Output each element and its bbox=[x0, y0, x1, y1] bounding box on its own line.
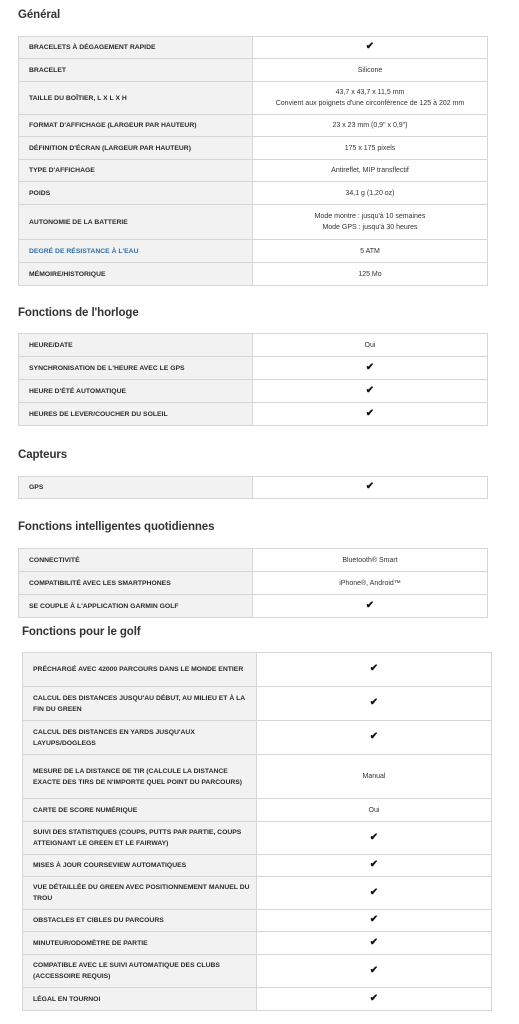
spec-label: POIDS bbox=[19, 182, 253, 205]
table-row bbox=[23, 822, 492, 855]
spec-value: Manual bbox=[257, 755, 492, 799]
table-row bbox=[23, 955, 492, 988]
spec-value bbox=[257, 910, 492, 932]
spec-label: FORMAT D'AFFICHAGE (LARGEUR PAR HAUTEUR) bbox=[19, 115, 253, 137]
table-row bbox=[23, 932, 492, 955]
spec-label-link[interactable]: DEGRÉ DE RÉSISTANCE À L'EAU bbox=[19, 240, 253, 263]
section-title-fonctions-intelligentes-quotidiennes: Fonctions intelligentes quotidiennes bbox=[18, 521, 215, 533]
table-row bbox=[19, 59, 488, 82]
table-row bbox=[19, 572, 488, 595]
checkmark-icon: ✔ bbox=[365, 41, 375, 52]
spec-value bbox=[253, 357, 488, 380]
checkmark-icon: ✔ bbox=[369, 731, 379, 742]
spec-value bbox=[253, 380, 488, 403]
spec-label: SYNCHRONISATION DE L'HEURE AVEC LE GPS bbox=[19, 357, 253, 380]
spec-label: MESURE DE LA DISTANCE DE TIR (CALCULE LA DISTANCE EXACTE DES TIRS DE N'IMPORTE QUEL POINT DU PARCOURS) bbox=[23, 755, 257, 799]
checkmark-icon: ✔ bbox=[369, 831, 379, 843]
checkmark-icon: ✔ bbox=[369, 964, 379, 976]
spec-value: 175 x 175 pixels bbox=[253, 137, 488, 160]
spec-label: SE COUPLE À L'APPLICATION GARMIN GOLF bbox=[19, 595, 253, 618]
spec-value bbox=[257, 932, 492, 955]
spec-value bbox=[257, 721, 492, 755]
checkmark-icon: ✔ bbox=[365, 599, 375, 611]
table-row bbox=[19, 240, 488, 263]
spec-label: TAILLE DU BOÎTIER, L X L X H bbox=[19, 82, 253, 115]
table-row bbox=[23, 721, 492, 755]
spec-label: LÉGAL EN TOURNOI bbox=[23, 988, 257, 1011]
spec-value: Bluetooth® Smart bbox=[253, 549, 488, 572]
spec-table-fonctions-de-l-horloge bbox=[18, 333, 488, 426]
spec-value bbox=[253, 37, 488, 59]
spec-table-fonctions-intelligentes-quotidiennes bbox=[18, 548, 488, 618]
spec-value: 125 Mo bbox=[253, 263, 488, 286]
table-row bbox=[19, 263, 488, 286]
table-row bbox=[23, 687, 492, 721]
spec-value: Antireflet, MIP transflectif bbox=[253, 160, 488, 182]
spec-value bbox=[253, 477, 488, 499]
spec-value: iPhone®, Android™ bbox=[253, 572, 488, 595]
spec-table-general bbox=[18, 36, 488, 286]
spec-label: CALCUL DES DISTANCES JUSQU'AU DÉBUT, AU MILIEU ET À LA FIN DU GREEN bbox=[23, 687, 257, 721]
spec-label: AUTONOMIE DE LA BATTERIE bbox=[19, 205, 253, 240]
checkmark-icon: ✔ bbox=[365, 361, 375, 373]
spec-table-capteurs bbox=[18, 476, 488, 499]
spec-label: COMPATIBILITÉ AVEC LES SMARTPHONES bbox=[19, 572, 253, 595]
spec-value bbox=[257, 687, 492, 721]
table-row bbox=[19, 160, 488, 182]
spec-value bbox=[257, 822, 492, 855]
section-title-fonctions-pour-le-golf: Fonctions pour le golf bbox=[22, 626, 141, 638]
checkmark-icon: ✔ bbox=[369, 859, 379, 870]
spec-label: MISES À JOUR COURSEVIEW AUTOMATIQUES bbox=[23, 855, 257, 877]
spec-value bbox=[257, 653, 492, 687]
spec-label: CARTE DE SCORE NUMÉRIQUE bbox=[23, 799, 257, 822]
spec-value-line: Mode montre : jusqu'à 10 semaines bbox=[314, 213, 426, 220]
table-row bbox=[23, 653, 492, 687]
spec-value: Silicone bbox=[253, 59, 488, 82]
spec-label: SUIVI DES STATISTIQUES (COUPS, PUTTS PAR PARTIE, COUPS ATTEIGNANT LE GREEN ET LE FAIRWAY) bbox=[23, 822, 257, 855]
spec-value bbox=[253, 82, 488, 115]
checkmark-icon: ✔ bbox=[365, 481, 375, 492]
table-row bbox=[19, 115, 488, 137]
spec-label: DÉFINITION D'ÉCRAN (LARGEUR PAR HAUTEUR) bbox=[19, 137, 253, 160]
table-row bbox=[23, 799, 492, 822]
spec-label: TYPE D'AFFICHAGE bbox=[19, 160, 253, 182]
checkmark-icon: ✔ bbox=[369, 936, 379, 948]
spec-value: Oui bbox=[257, 799, 492, 822]
spec-label: VUE DÉTAILLÉE DU GREEN AVEC POSITIONNEMENT MANUEL DU TROU bbox=[23, 877, 257, 910]
spec-value: Oui bbox=[253, 334, 488, 357]
table-row bbox=[23, 755, 492, 799]
spec-value bbox=[253, 595, 488, 618]
spec-label: MÉMOIRE/HISTORIQUE bbox=[19, 263, 253, 286]
spec-value bbox=[253, 205, 488, 240]
table-row bbox=[23, 855, 492, 877]
table-row bbox=[19, 82, 488, 115]
spec-label: COMPATIBLE AVEC LE SUIVI AUTOMATIQUE DES CLUBS (ACCESSOIRE REQUIS) bbox=[23, 955, 257, 988]
spec-label: CONNECTIVITÉ bbox=[19, 549, 253, 572]
checkmark-icon: ✔ bbox=[369, 697, 379, 708]
spec-table-fonctions-pour-le-golf bbox=[22, 652, 492, 1011]
spec-label: MINUTEUR/ODOMÈTRE DE PARTIE bbox=[23, 932, 257, 955]
spec-label: HEURE D'ÉTÉ AUTOMATIQUE bbox=[19, 380, 253, 403]
spec-label: BRACELETS À DÉGAGEMENT RAPIDE bbox=[19, 37, 253, 59]
section-title-general: Général bbox=[18, 9, 61, 21]
spec-label: GPS bbox=[19, 477, 253, 499]
spec-value: 5 ATM bbox=[253, 240, 488, 263]
table-row bbox=[19, 403, 488, 426]
table-row bbox=[19, 549, 488, 572]
spec-value bbox=[257, 855, 492, 877]
table-row bbox=[19, 477, 488, 499]
table-row bbox=[19, 334, 488, 357]
section-title-capteurs: Capteurs bbox=[18, 449, 68, 461]
spec-value bbox=[257, 988, 492, 1011]
spec-label: PRÉCHARGÉ AVEC 42000 PARCOURS DANS LE MONDE ENTIER bbox=[23, 653, 257, 687]
checkmark-icon: ✔ bbox=[365, 407, 375, 419]
table-row bbox=[19, 357, 488, 380]
spec-value: 34,1 g (1,20 oz) bbox=[253, 182, 488, 205]
table-row bbox=[23, 877, 492, 910]
spec-label: HEURE/DATE bbox=[19, 334, 253, 357]
spec-label: BRACELET bbox=[19, 59, 253, 82]
table-row bbox=[19, 595, 488, 618]
spec-label: CALCUL DES DISTANCES EN YARDS JUSQU'AUX LAYUPS/DOGLEGS bbox=[23, 721, 257, 755]
spec-value-line: 43,7 x 43,7 x 11,5 mm bbox=[335, 89, 405, 96]
checkmark-icon: ✔ bbox=[369, 992, 379, 1004]
spec-value-line: Mode GPS : jusqu'à 30 heures bbox=[322, 224, 418, 231]
table-row bbox=[19, 182, 488, 205]
table-row bbox=[19, 205, 488, 240]
checkmark-icon: ✔ bbox=[365, 384, 375, 396]
spec-value bbox=[253, 403, 488, 426]
spec-value: 23 x 23 mm (0,9" x 0,9") bbox=[253, 115, 488, 137]
spec-value-line: Convient aux poignets d'une circonférence de 125 à 202 mm bbox=[275, 100, 465, 107]
table-row bbox=[19, 380, 488, 403]
spec-value bbox=[257, 955, 492, 988]
checkmark-icon: ✔ bbox=[369, 886, 379, 898]
table-row bbox=[23, 988, 492, 1011]
table-row bbox=[19, 137, 488, 160]
table-row bbox=[23, 910, 492, 932]
spec-value bbox=[257, 877, 492, 910]
spec-label: OBSTACLES ET CIBLES DU PARCOURS bbox=[23, 910, 257, 932]
table-row bbox=[19, 37, 488, 59]
spec-label: HEURES DE LEVER/COUCHER DU SOLEIL bbox=[19, 403, 253, 426]
section-title-fonctions-de-l-horloge: Fonctions de l'horloge bbox=[18, 307, 139, 319]
checkmark-icon: ✔ bbox=[369, 663, 379, 674]
checkmark-icon: ✔ bbox=[369, 914, 379, 925]
